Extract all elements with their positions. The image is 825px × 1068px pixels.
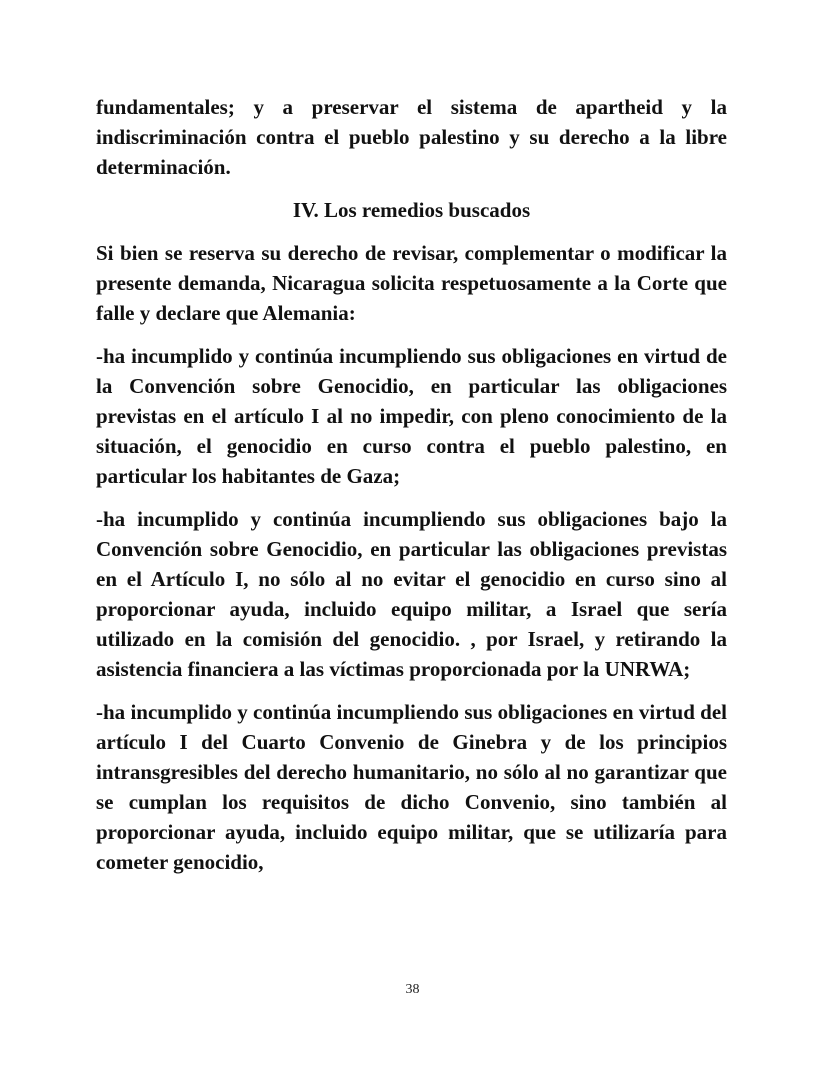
paragraph-claim-3: -ha incumplido y continúa incumpliendo sus obligaciones en virtud del artículo I del Cuarto Convenio de Ginebra y de los principios intransgresibles del derecho humanitario, no sólo al no garantizar que se cumplan los requisitos de dicho Convenio, sino también al proporcionar ayuda, incluido equipo militar, que se utilizaría para cometer genocidio, [96, 700, 727, 874]
paragraph-continuation: fundamentales; y a preservar el sistema de apartheid y la indiscriminación contra el pueblo palestino y su derecho a la libre determinación. [96, 95, 727, 179]
document-text-block [96, 92, 727, 890]
paragraph-claim-2: -ha incumplido y continúa incumpliendo sus obligaciones bajo la Convención sobre Genocidio, en particular las obligaciones previstas en el Artículo I, no sólo al no evitar el genocidio en curso sino al proporcionar ayuda, incluido equipo militar, a Israel que sería utilizado en la comisión del genocidio. , por Israel, y retirando la asistencia financiera a las víctimas proporcionada por la UNRWA; [96, 507, 727, 681]
section-heading: IV. Los remedios buscados [292, 198, 531, 222]
paragraph-claim-1: -ha incumplido y continúa incumpliendo sus obligaciones en virtud de la Convención sobre Genocidio, en particular las obligaciones previstas en el artículo I al no impedir, con pleno conocimiento de la situación, el genocidio en curso contra el pueblo palestino, en particular los habitantes de Gaza; [96, 344, 727, 488]
paragraph-intro-request: Si bien se reserva su derecho de revisar, complementar o modificar la presente demanda, Nicaragua solicita respetuosamente a la Corte que falle y declare que Alemania: [96, 241, 727, 325]
page-number: 38 [405, 982, 420, 997]
